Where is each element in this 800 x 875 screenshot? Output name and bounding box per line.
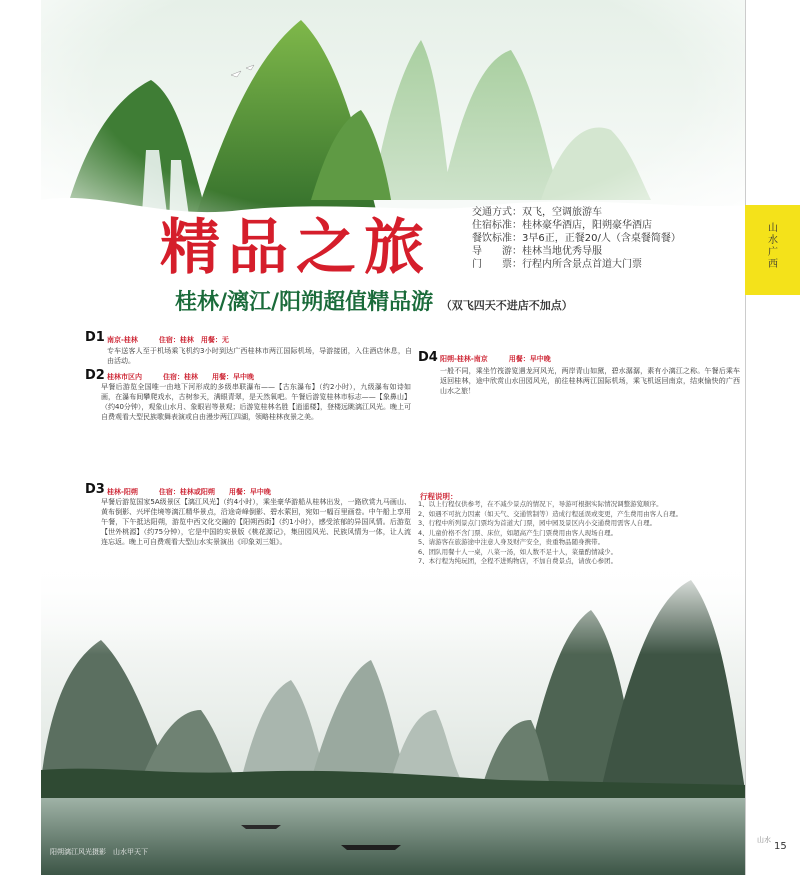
note-item: 3、行程中所列景点门票均为首道大门票，园中园及景区内小交通费用需客人自理。 (418, 519, 657, 527)
info-meals: 餐饮标准：3早6正，正餐20/人（含桌餐简餐） (472, 233, 681, 244)
notes-list (418, 500, 718, 567)
section-tab-label: 山水广西 (768, 223, 778, 270)
note-item: 5、请游客在旅游途中注意人身及财产安全，贵重物品随身携带。 (418, 538, 605, 546)
info-tickets: 门 票：行程内所含景点首道大门票 (472, 259, 642, 270)
day-1-heading: 南京-桂林 住宿：桂林 用餐：无 (107, 336, 229, 344)
note-item: 6、团队用餐十人一桌，八菜一汤，如人数不足十人，菜量酌情减少。 (418, 547, 618, 556)
tour-subtitle (175, 285, 573, 316)
page-content (41, 0, 745, 875)
day-1-label: D1 (85, 330, 105, 345)
note-item: 2、如遇不可抗力因素（如天气、交通管制等）造成行程延误或变更，产生费用由客人自理。 (418, 509, 683, 518)
subtitle-note: （双飞四天不进店不加点） (440, 299, 573, 312)
info-guide: 导 游：桂林当地优秀导服 (472, 246, 602, 257)
subtitle-text: 桂林/漓江/阳朔超值精品游 (175, 290, 434, 315)
bottom-scenery-image (41, 560, 745, 875)
note-item: 4、儿童价格不含门票、床位，如超高产生门票费用由客人现场自理。 (418, 528, 618, 537)
info-transport: 交通方式：双飞，空调旅游车 (472, 207, 602, 218)
day-1-text: 专车送客人至于机场乘飞机约3小时到达广西桂林市两江国际机场，导游接团，入住酒店休息，自由活动。 (107, 347, 412, 365)
note-item: 7、本行程为纯玩团，全程不进购物店，不加自费景点，请放心参团。 (418, 557, 618, 565)
day-3-text: 早餐后游览国家5A级景区【漓江风光】（约4小时），乘坐豪华游船从桂林出发，一路欣赏九马画山、黄布倒影、兴坪佳境等漓江精华景点，沿途奇峰倒影、碧水萦回，宛如一幅百里画卷。中午船上享用午餐，下午抵达阳朔，游览中西文化交融的【阳朔西街】（约1小时），感受浓郁的异国风情。后游览【世外桃源】（约75分钟），它是中国的实景版《桃花源记》，集田园风光、民族风情为一体，让人流连忘返。晚上可自费观看大型山水实景演出《印象刘三姐》。 (101, 498, 411, 546)
notes-title: 行程说明： (420, 492, 458, 501)
note-item: 1、以上行程仅供参考，在不减少景点的情况下，导游可根据实际情况调整游览顺序。 (418, 500, 663, 508)
day-2-heading: 桂林市区内 住宿：桂林 用餐：早中晚 (107, 373, 254, 381)
info-hotel: 住宿标准：桂林豪华酒店，阳朔豪华酒店 (472, 220, 652, 231)
page-title: 精品之旅 (160, 213, 432, 283)
side-strip (745, 0, 800, 875)
day-4-text: 一般不同，乘坐竹筏游览遇龙河风光，两岸青山如黛，碧水潺潺，素有小漓江之称。午餐后乘车返回桂林，途中欣赏山水田园风光，前往桂林两江国际机场，乘飞机返回南京，结束愉快的广西山水之旅！ (440, 367, 740, 395)
day-2-label: D2 (85, 368, 105, 383)
day-2-text: 早餐后游览全国唯一由地下河形成的多级串联瀑布——【古东瀑布】（约2小时），九级瀑布如诗如画，在瀑布间攀爬戏水，古树参天，满眼青翠，是天然氧吧。午餐后游览桂林市标志——【象鼻山】（约40分钟），观象山水月、象眼岩等景观；后游览桂林名胜【逍遥楼】，登楼远眺漓江风光。晚上可自费观看大型民族歌舞表演或自由漫步两江四湖，领略桂林夜景之美。 (101, 383, 411, 421)
day-4-label: D4 (418, 350, 438, 365)
day-3-heading: 桂林-阳朔 住宿：桂林或阳朔 用餐：早中晚 (107, 488, 271, 496)
photo-caption: 阳朔漓江风光摄影 山水甲天下 (50, 848, 148, 856)
page-number: 15 (774, 841, 787, 852)
day-4-heading: 阳朔-桂林-南京 用餐：早中晚 (440, 355, 551, 363)
day-3-label: D3 (85, 482, 105, 497)
page-logo: 山水 (757, 836, 771, 844)
section-tab[interactable] (745, 205, 800, 295)
tour-info (472, 206, 681, 271)
